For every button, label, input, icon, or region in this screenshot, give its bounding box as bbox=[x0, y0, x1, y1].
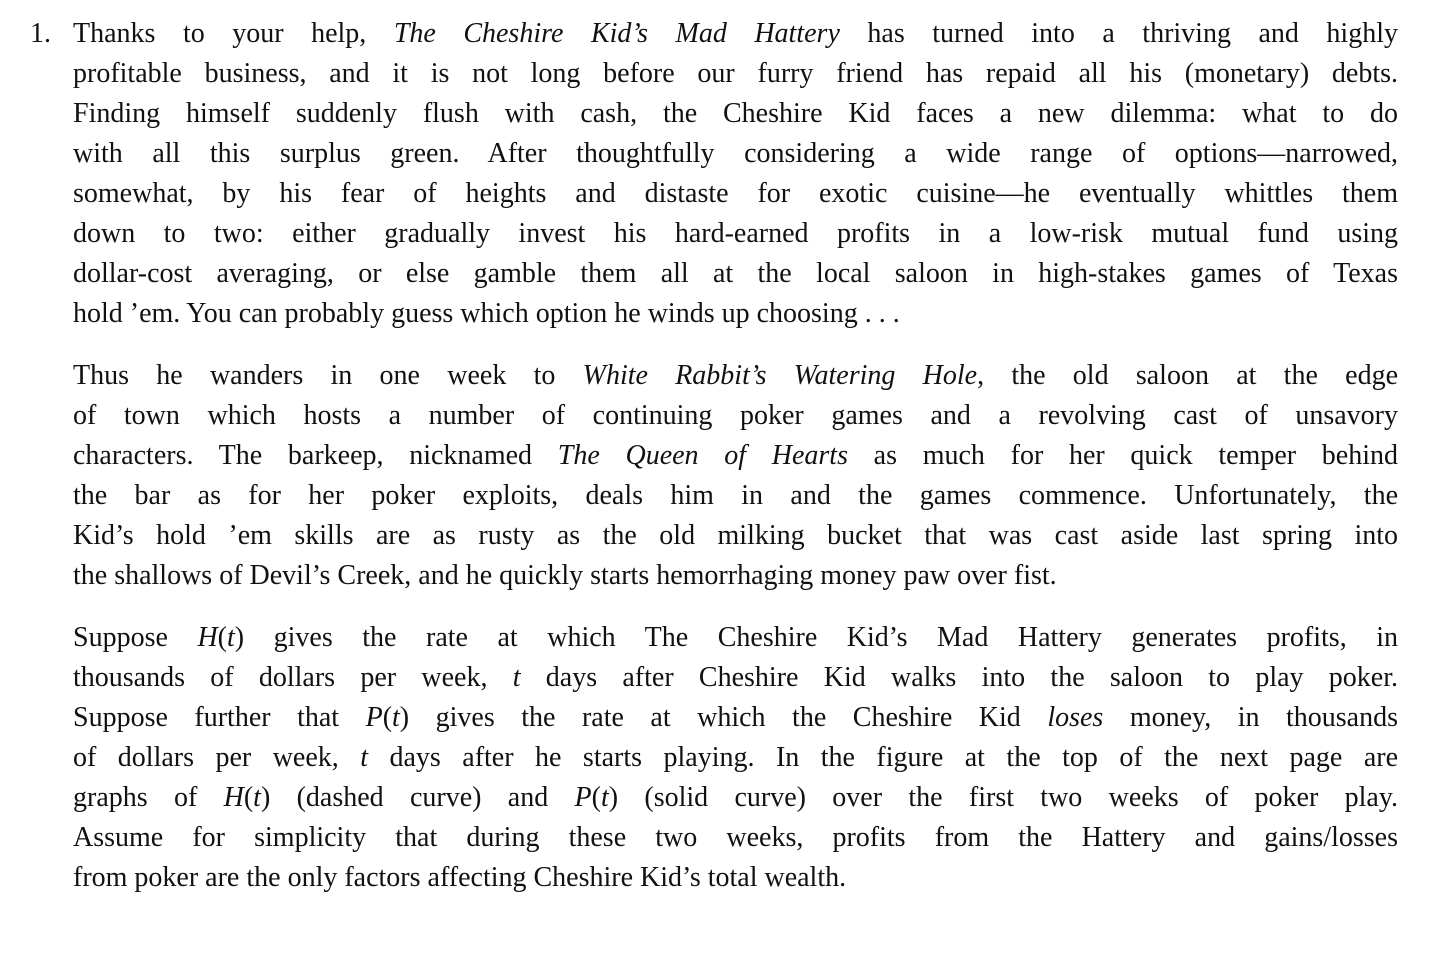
italic-run: t bbox=[600, 782, 609, 813]
paragraph-2 bbox=[73, 356, 1398, 596]
text-line: of dollars per week, t days after he starts playing. In the figure at the top of the next page are bbox=[73, 742, 1398, 773]
text-line: of town which hosts a number of continuing poker games and a revolving cast of unsavory bbox=[73, 400, 1398, 431]
italic-run: t bbox=[512, 662, 521, 693]
italic-run: P bbox=[365, 702, 383, 733]
italic-run: The Cheshire Kid’s Mad Hattery bbox=[393, 18, 840, 49]
text-line: Kid’s hold ’em skills are as rusty as the old milking bucket that was cast aside last spring into bbox=[73, 520, 1398, 551]
paragraph-1 bbox=[73, 14, 1398, 334]
text-line: from poker are the only factors affecting Cheshire Kid’s total wealth. bbox=[73, 862, 847, 893]
text-line: dollar-cost averaging, or else gamble them all at the local saloon in high-stakes games of Texas bbox=[73, 258, 1398, 289]
paragraph-3 bbox=[73, 618, 1398, 898]
text-line: the bar as for her poker exploits, deals him in and the games commence. Unfortunately, the bbox=[73, 480, 1398, 511]
problem-body bbox=[73, 14, 1398, 920]
text-line: Assume for simplicity that during these two weeks, profits from the Hattery and gains/losses bbox=[73, 822, 1398, 853]
text-line: hold ’em. You can probably guess which option he winds up choosing . . . bbox=[73, 298, 900, 329]
italic-run: loses bbox=[1047, 702, 1104, 733]
text-line: Finding himself suddenly flush with cash, the Cheshire Kid faces a new dilemma: what to do bbox=[73, 98, 1398, 129]
text-line: down to two: either gradually invest his hard-earned profits in a low-risk mutual fund using bbox=[73, 218, 1398, 249]
text-line: somewhat, by his fear of heights and distaste for exotic cuisine—he eventually whittles them bbox=[73, 178, 1398, 209]
text-line: profitable business, and it is not long before our furry friend has repaid all his (monetary) debts. bbox=[73, 58, 1398, 89]
italic-run: t bbox=[253, 782, 261, 813]
text-line: graphs of H(t) (dashed curve) and P(t) (solid curve) over the first two weeks of poker play. bbox=[73, 782, 1398, 813]
text-line: with all this surplus green. After thoughtfully considering a wide range of options—narrowed, bbox=[73, 138, 1398, 169]
italic-run: H bbox=[223, 782, 244, 813]
italic-run: The Queen of Hearts bbox=[557, 440, 848, 471]
text-line: Thanks to your help, The Cheshire Kid’s Mad Hattery has turned into a thriving and highly bbox=[73, 18, 1398, 49]
italic-run: t bbox=[227, 622, 235, 653]
italic-run: H bbox=[197, 622, 218, 653]
text-line: Suppose further that P(t) gives the rate at which the Cheshire Kid loses money, in thousands bbox=[73, 702, 1398, 733]
italic-run: P bbox=[574, 782, 592, 813]
italic-run: t bbox=[360, 742, 369, 773]
text-line: Thus he wanders in one week to White Rabbit’s Watering Hole, the old saloon at the edge bbox=[73, 360, 1398, 391]
text-line: Suppose H(t) gives the rate at which The Cheshire Kid’s Mad Hattery generates profits, in bbox=[73, 622, 1398, 653]
italic-run: t bbox=[392, 702, 400, 733]
problem-number: 1. bbox=[30, 18, 51, 49]
italic-run: White Rabbit’s Watering Hole bbox=[582, 360, 978, 391]
text-line: thousands of dollars per week, t days after Cheshire Kid walks into the saloon to play poker. bbox=[73, 662, 1399, 693]
text-line: the shallows of Devil’s Creek, and he quickly starts hemorrhaging money paw over fist. bbox=[73, 560, 1057, 591]
text-line: characters. The barkeep, nicknamed The Queen of Hearts as much for her quick temper behind bbox=[73, 440, 1398, 471]
